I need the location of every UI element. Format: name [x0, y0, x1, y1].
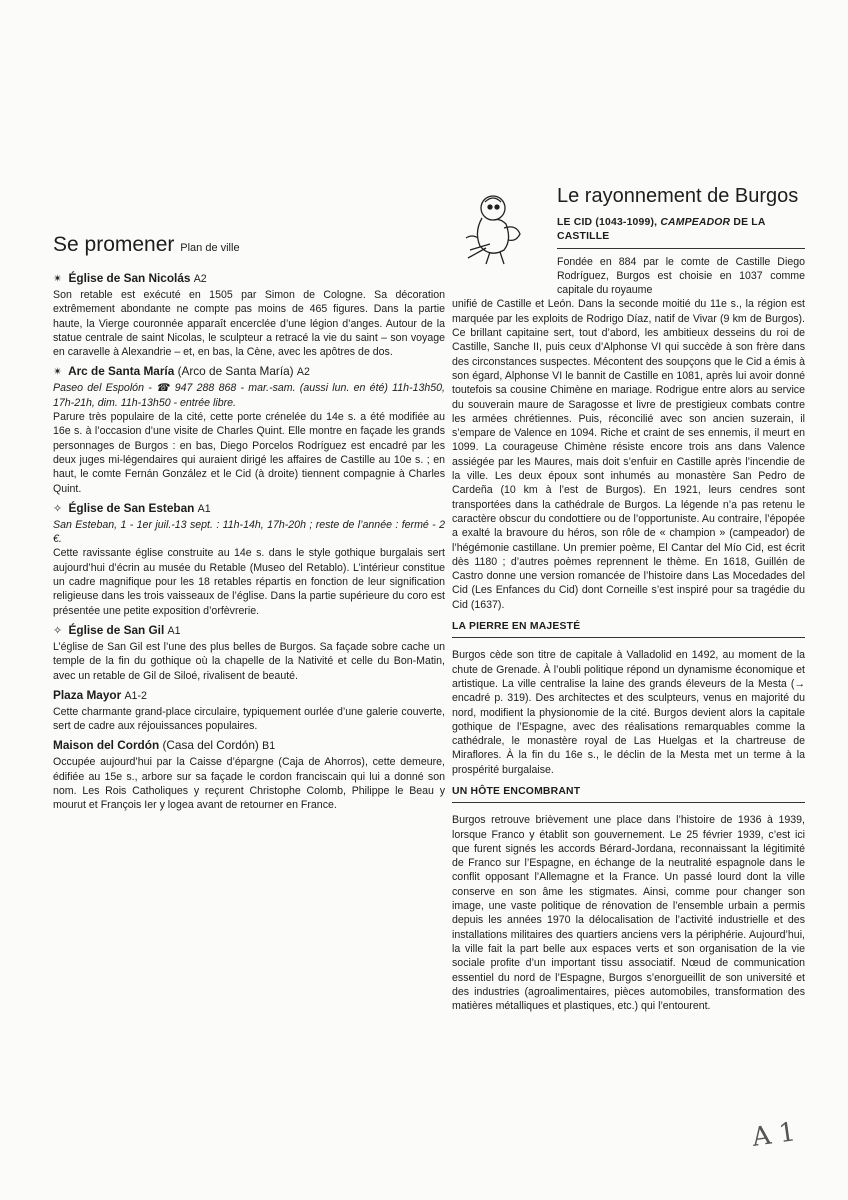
half-star-icon: ✧ — [53, 624, 63, 637]
section-title: Le rayonnement de Burgos — [557, 185, 799, 207]
entry-text: L’église de San Gil est l’une des plus belles de Burgos. Sa façade sobre cache un temple de la fin du gothique où la chapelle de la Nativité et celle du Bon-Matin, avec un retable de Gil de Siloé, rivalisent de beauté. — [53, 640, 445, 682]
entry-name: Plaza Mayor — [53, 687, 122, 702]
entry-san-esteban — [53, 501, 445, 618]
entry-heading — [53, 688, 445, 704]
entry-arc-santa-maria — [53, 364, 445, 495]
entry-name: Arc de Santa María — [68, 364, 175, 379]
map-ref: A2 — [193, 273, 207, 285]
left-column — [53, 232, 445, 818]
entry-text: Son retable est exécuté en 1505 par Simon de Cologne. Sa décoration extrêmement abondante ne compte pas moins de 465 figures. Dans la partie haute, la Vierge couronnée apparaît encerclée d’une légion d’anges. Autour de la statue centrale de saint Nicolas, le sculpteur a retracé la vie du saint – son voyage en caravelle à Alexandrie – et, en bas, la Cène, avec les apôtres de dos. — [53, 289, 445, 359]
section-title-text: Se promener — [53, 233, 175, 256]
heading-italic: CAMPEADOR — [660, 217, 731, 228]
entry-text: Occupée aujourd’hui par la Caisse d’épargne (Caja de Ahorros), cette demeure, édifiée au 15e s., arbore sur sa façade le cordon franciscain qui lui a donné son nom. Les Rois Catholiques y reçurent Christophe Colomb, Philippe le Beau y mourut et François Ier y logea avant de retourner en France. — [53, 756, 445, 812]
entry-text: Cette charmante grand-place circulaire, typiquement ourlée d’une galerie couverte, sert de cadre aux réjouissances populaires. — [53, 705, 445, 733]
entry-heading — [53, 738, 445, 754]
entry-name: Église de San Gil — [68, 622, 165, 637]
section-subtitle: Plan de ville — [180, 242, 240, 254]
section-heading: UN HÔTE ENCOMBRANT — [452, 784, 805, 803]
entry-name: Église de San Esteban — [68, 500, 195, 515]
entry-heading — [53, 623, 445, 639]
entry-info: Paseo del Espolón - ☎ 947 288 868 - mar.-sam. (aussi lun. en été) 11h-13h50, 17h-21h, dim. 11h-13h50 - entrée libre. — [53, 382, 445, 409]
entry-text: Parure très populaire de la cité, cette porte crénelée du 14e s. a été modifiée au 16e s. à l’occasion d’une visite de Charles Quint. Elle montre en façade les grands personnages de Burgos : en bas, Diego Porcelos Rodríguez est encadré par les deux juges mi-légendaires qui auraient dirigé les affaires de Castille au 10e s. ; en haut, le comte Fernán González et le Cid (à droite) tiennent compagnie à Charles Quint. — [53, 411, 445, 495]
map-ref: A2 — [296, 366, 310, 379]
entry-san-nicolas — [53, 271, 445, 359]
section-heading — [557, 215, 805, 249]
section-text: Burgos retrouve brièvement une place dans l’histoire de 1936 à 1939, lorsque Franco y établit son gouvernement. Le 25 février 1939, c’est ici que furent signés les accords Bérard-Jordana, reconnaissant la légitimité de Franco sur l’Espagne, en échange de la neutralité espagnole dans le conflit opposant l’Allemagne et la France. Un passé lourd dont la ville conserve en son âme les stigmates. Ainsi, comme pour changer son image, une vaste politique de rénovation de l’ensemble urbain a permis depuis les années 1970 la délocalisation de l’activité industrielle et des installations militaires des quartiers anciens vers la périphérie. Aujourd’hui, la ville fait la part belle aux espaces verts et son organisation de la vie sociale profite d’un important tissu associatif. Nœud de communication essentiel du nord de l’Espagne, Burgos s’enorgueillit de son université et des industries (agroalimentaires, pièces automobiles, transformation des matières métalliques et plastiques, etc.) qui l’entourent. — [452, 814, 805, 1013]
right-column — [452, 183, 805, 1013]
entry-casa-cordon — [53, 738, 445, 812]
star-icon: ✴ — [53, 366, 63, 379]
section-title — [53, 232, 445, 261]
map-ref: A1-2 — [124, 689, 147, 702]
map-ref: A1 — [167, 624, 181, 637]
handwritten-note: A 1 — [750, 1117, 798, 1153]
entry-alt-name: (Casa del Cordón) — [162, 738, 259, 753]
section-text: Burgos cède son titre de capitale à Valladolid en 1492, au moment de la chute de Grenade. À l’oubli politique répond un dynamisme économique et artistique. La ville centralise la laine des grands éleveurs de la Mesta (→ encadré p. 319). Des architectes et des sculpteurs, venus en majorité du nord, modifient la physionomie de la cité. Burgos devient alors la capitale gothique de l’Espagne, avec des réalisations remarquables comme la cathédrale, le monastère royal de Las Huelgas et la chartreuse de Miraflores. À la fin du 16e s., le déclin de la Mesta met un terme à la prospérité burgalaise. — [452, 649, 805, 776]
entry-san-gil — [53, 623, 445, 683]
entry-heading — [53, 501, 445, 517]
section-text-indented: Fondée en 884 par le comte de Castille Diego Rodríguez, Burgos est choisie en 1037 comme capitale du royaume — [557, 255, 805, 297]
entry-name: Église de San Nicolás — [68, 271, 191, 285]
heading-text: LE CID (1043-1099), — [557, 217, 658, 228]
heading-tail: DE LA CASTILLE — [557, 217, 766, 243]
entry-name: Maison del Cordón — [53, 738, 160, 753]
entry-heading — [53, 271, 445, 287]
entry-plaza-mayor — [53, 688, 445, 734]
star-icon: ✴ — [53, 273, 63, 285]
map-ref: A1 — [197, 502, 211, 515]
map-ref: B1 — [262, 740, 276, 753]
entry-info: San Esteban, 1 - 1er juil.-13 sept. : 11h-14h, 17h-20h ; reste de l’année : fermé - 2 €. — [53, 518, 445, 546]
half-star-icon: ✧ — [53, 502, 63, 515]
entry-heading — [53, 364, 445, 380]
entry-alt-name: (Arco de Santa María) — [177, 364, 294, 379]
section-text: unifié de Castille et León. Dans la seconde moitié du 11e s., la région est marquée par les exploits de Rodrigo Díaz, natif de Vivar (9 km de Burgos). Ce brillant capitaine sert, tout d’abord, les ambitieux desseins du roi de Castille, Sanche II, puis ceux d’Alphonse VI qui succède à son frère dans des circonstances suspectes. Mécontent des soupçons que le Cid a émis à son égard, Alphonse VI le bannit de Castille en 1081, après lui avoir donné toutefois sa cousine Chimène en mariage. Rodrigue entre alors au service du souverain maure de Saragosse et livre de prestigieux combats contre les armées chrétiennes. Puis, réconcilié avec son ancien suzerain, il s’empare de Valence en 1094. Riche et craint de ses ennemis, il meurt en 1099. La courageuse Chimène résiste encore trois ans dans Valence assiégée par les Maures, mais doit s’enfuir en Castille après l’incendie de la ville. Les deux époux sont inhumés au monastère San Pedro de Cardeña (10 km à l’est de Burgos). En 1921, leurs cendres sont transportées dans la cathédrale de Burgos. La légende n’a pas retenu le caractère obscur du condottiere ou de l’opportuniste. Au contraire, l’épopée a exalté la bravoure du héros, son rôle de « champion » (campeador) de l’hégémonie castillane. Un premier poème, El Cantar del Mío Cid, est écrit dès 1180 ; d’autres poèmes reprennent le thème. En 1618, Guillén de Castro donne une version romancée de l’histoire dans Las Mocedades del Cid (Les Enfances du Cid) dont Corneille s’est inspiré pour sa tragédie du Cid (1637). — [452, 298, 805, 611]
entry-text: Cette ravissante église construite au 14e s. dans le style gothique burgalais sert aujourd’hui d’écrin au musée du Retable (Museo del Retablo). L’intérieur constitue un cadre magnifique pour les 18 retables répartis en fonction de leur signification religieuse dans les trois vaisseaux de l’église. Dans la partie supérieure du coro est présentée une petite exposition d’orfèvrerie. — [53, 547, 445, 617]
section-heading: LA PIERRE EN MAJESTÉ — [452, 619, 805, 638]
